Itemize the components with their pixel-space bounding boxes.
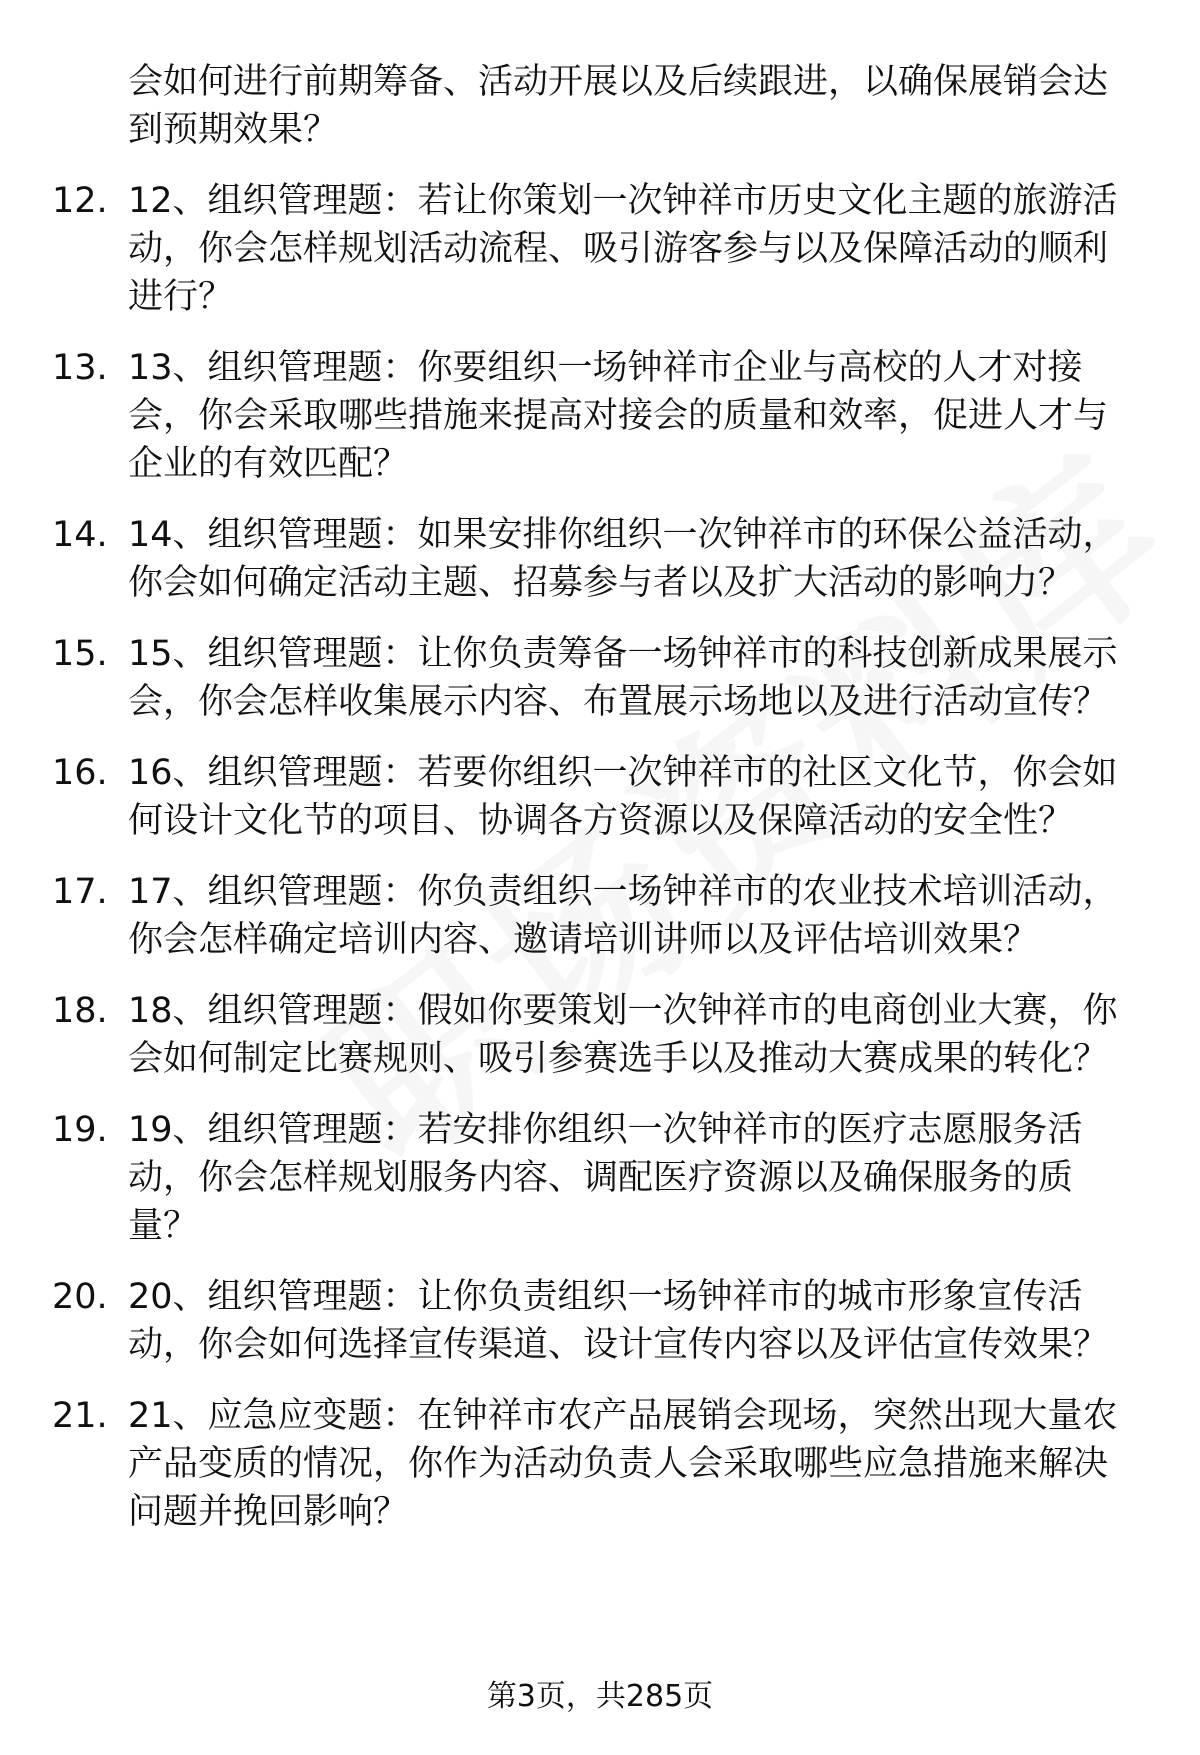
item-text-line: 19、组织管理题：若安排你组织一次钟祥市的医疗志愿服务活	[128, 1110, 1083, 1150]
item-text-line: 会，你会采取哪些措施来提高对接会的质量和效率，促进人才与	[128, 396, 1109, 436]
list-item	[0, 868, 1200, 964]
item-text	[128, 1106, 1200, 1250]
item-text-line: 你会怎样确定培训内容、邀请培训讲师以及评估培训效果？	[128, 920, 1039, 960]
continued-text	[0, 58, 1200, 154]
item-text-line: 18、组织管理题：假如你要策划一次钟祥市的电商创业大赛，你	[128, 991, 1118, 1031]
item-text	[128, 511, 1200, 607]
list-item	[0, 1106, 1200, 1250]
list-item	[0, 1273, 1200, 1369]
item-text-line: 企业的有效匹配？	[128, 444, 409, 484]
item-text	[128, 1392, 1200, 1536]
item-text	[128, 749, 1200, 845]
item-text	[128, 630, 1200, 726]
item-number: 16.	[52, 753, 108, 793]
item-text	[128, 987, 1200, 1083]
item-text-line: 12、组织管理题：若让你策划一次钟祥市历史文化主题的旅游活	[128, 181, 1118, 221]
continued-line: 会如何进行前期筹备、活动开展以及后续跟进，以确保展销会达	[128, 62, 1109, 102]
item-text-line: 20、组织管理题：让你负责组织一场钟祥市的城市形象宣传活	[128, 1277, 1083, 1317]
item-text-line: 产品变质的情况，你作为活动负责人会采取哪些应急措施来解决	[128, 1444, 1109, 1484]
item-text-line: 动，你会如何选择宣传渠道、设计宣传内容以及评估宣传效果？	[128, 1325, 1109, 1365]
list-item	[0, 987, 1200, 1083]
list-item	[0, 1392, 1200, 1536]
item-text-line: 进行？	[128, 277, 234, 317]
item-text-line: 14、组织管理题：如果安排你组织一次钟祥市的环保公益活动，	[128, 515, 1118, 555]
item-text-line: 动，你会怎样规划活动流程、吸引游客参与以及保障活动的顺利	[128, 229, 1109, 269]
list-item	[0, 749, 1200, 845]
item-text	[128, 1273, 1200, 1369]
item-text	[128, 344, 1200, 488]
item-number: 21.	[52, 1396, 108, 1436]
item-text-line: 动，你会怎样规划服务内容、调配医疗资源以及确保服务的质	[128, 1158, 1074, 1198]
item-text	[128, 868, 1200, 964]
page-number: 第3页，共285页	[486, 1679, 714, 1714]
item-text-line: 量？	[128, 1206, 199, 1246]
item-text	[128, 177, 1200, 321]
item-number: 13.	[52, 348, 108, 388]
item-text-line: 17、组织管理题：你负责组织一场钟祥市的农业技术培训活动，	[128, 872, 1118, 912]
item-text-line: 会如何制定比赛规则、吸引参赛选手以及推动大赛成果的转化？	[128, 1039, 1109, 1079]
item-number: 20.	[52, 1277, 108, 1317]
list-item	[0, 511, 1200, 607]
item-number: 18.	[52, 991, 108, 1031]
item-number: 17.	[52, 872, 108, 912]
list-item	[0, 344, 1200, 488]
item-text-line: 13、组织管理题：你要组织一场钟祥市企业与高校的人才对接	[128, 348, 1083, 388]
question-list	[0, 58, 1200, 1536]
item-text-line: 问题并挽回影响？	[128, 1492, 409, 1532]
item-text-line: 你会如何确定活动主题、招募参与者以及扩大活动的影响力？	[128, 563, 1074, 603]
item-number: 12.	[52, 181, 108, 221]
item-text-line: 会，你会怎样收集展示内容、布置展示场地以及进行活动宣传？	[128, 682, 1109, 722]
item-number: 14.	[52, 515, 108, 555]
item-number: 19.	[52, 1110, 108, 1150]
item-text-line: 何设计文化节的项目、协调各方资源以及保障活动的安全性？	[128, 801, 1074, 841]
item-number: 15.	[52, 634, 108, 674]
continued-line: 到预期效果？	[128, 110, 339, 150]
list-item	[0, 177, 1200, 321]
list-item	[0, 630, 1200, 726]
item-text-line: 15、组织管理题：让你负责筹备一场钟祥市的科技创新成果展示	[128, 634, 1118, 674]
item-text-line: 16、组织管理题：若要你组织一次钟祥市的社区文化节，你会如	[128, 753, 1118, 793]
item-text-line: 21、应急应变题：在钟祥市农产品展销会现场，突然出现大量农	[128, 1396, 1118, 1436]
